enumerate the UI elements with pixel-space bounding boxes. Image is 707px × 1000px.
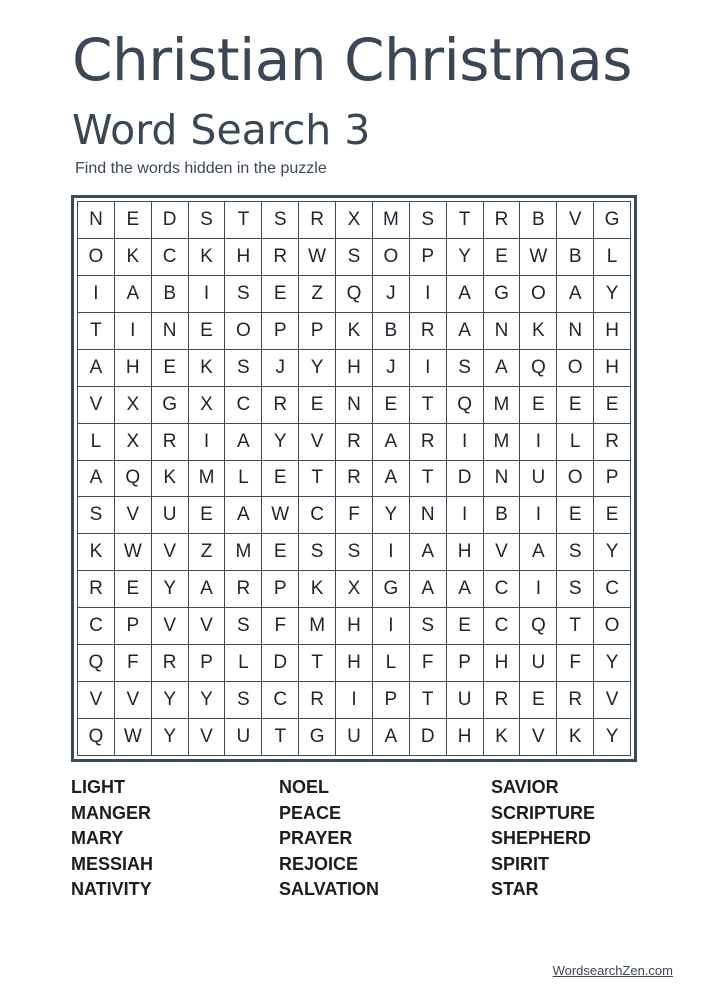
- grid-cell[interactable]: G: [594, 202, 631, 239]
- grid-cell[interactable]: M: [373, 202, 410, 239]
- grid-cell[interactable]: K: [189, 239, 226, 276]
- grid-cell[interactable]: M: [225, 534, 262, 571]
- grid-cell[interactable]: R: [152, 645, 189, 682]
- grid-cell[interactable]: V: [520, 719, 557, 756]
- grid-cell[interactable]: E: [115, 571, 152, 608]
- grid-cell[interactable]: O: [78, 239, 115, 276]
- grid-cell[interactable]: F: [115, 645, 152, 682]
- grid-cell[interactable]: Z: [189, 534, 226, 571]
- grid-cell[interactable]: H: [336, 608, 373, 645]
- grid-cell[interactable]: J: [373, 276, 410, 313]
- grid-cell[interactable]: O: [225, 313, 262, 350]
- grid-cell[interactable]: S: [225, 350, 262, 387]
- grid-cell[interactable]: Y: [594, 276, 631, 313]
- word-list-item: LIGHT: [71, 777, 125, 797]
- word-list-item: SAVIOR: [491, 777, 559, 797]
- grid-cell[interactable]: A: [557, 276, 594, 313]
- grid-cell[interactable]: R: [336, 424, 373, 461]
- grid-cell[interactable]: T: [410, 682, 447, 719]
- grid-cell[interactable]: D: [262, 645, 299, 682]
- grid-cell[interactable]: S: [78, 497, 115, 534]
- grid-cell[interactable]: U: [225, 719, 262, 756]
- grid-cell[interactable]: Y: [152, 571, 189, 608]
- grid-cell[interactable]: K: [115, 239, 152, 276]
- grid-cell[interactable]: U: [336, 719, 373, 756]
- grid-cell[interactable]: R: [410, 424, 447, 461]
- word-list-item: PRAYER: [279, 828, 353, 848]
- puzzle-title: Christian Christmas: [72, 26, 632, 94]
- word-search-grid-frame: [71, 195, 637, 762]
- grid-cell[interactable]: A: [410, 571, 447, 608]
- grid-cell[interactable]: S: [336, 534, 373, 571]
- grid-cell[interactable]: A: [78, 350, 115, 387]
- grid-cell[interactable]: T: [557, 608, 594, 645]
- grid-cell[interactable]: I: [336, 682, 373, 719]
- grid-cell[interactable]: A: [447, 313, 484, 350]
- grid-cell[interactable]: A: [373, 461, 410, 498]
- grid-cell[interactable]: A: [225, 497, 262, 534]
- word-search-grid: [77, 201, 631, 756]
- grid-cell[interactable]: E: [152, 350, 189, 387]
- grid-cell[interactable]: X: [336, 571, 373, 608]
- grid-cell[interactable]: P: [594, 461, 631, 498]
- grid-cell[interactable]: E: [520, 387, 557, 424]
- grid-cell[interactable]: R: [262, 239, 299, 276]
- grid-cell[interactable]: L: [594, 239, 631, 276]
- grid-cell[interactable]: E: [373, 387, 410, 424]
- grid-cell[interactable]: I: [447, 424, 484, 461]
- grid-cell[interactable]: Y: [152, 682, 189, 719]
- grid-cell[interactable]: Q: [78, 719, 115, 756]
- grid-cell[interactable]: H: [594, 350, 631, 387]
- grid-cell[interactable]: F: [336, 497, 373, 534]
- grid-cell[interactable]: O: [557, 461, 594, 498]
- grid-cell[interactable]: G: [152, 387, 189, 424]
- grid-cell[interactable]: E: [262, 534, 299, 571]
- grid-cell[interactable]: R: [484, 682, 521, 719]
- grid-cell[interactable]: T: [410, 461, 447, 498]
- grid-cell[interactable]: N: [152, 313, 189, 350]
- grid-cell[interactable]: I: [410, 276, 447, 313]
- word-list-item: NOEL: [279, 777, 330, 797]
- grid-cell[interactable]: K: [152, 461, 189, 498]
- grid-cell[interactable]: S: [189, 202, 226, 239]
- grid-cell[interactable]: I: [520, 497, 557, 534]
- grid-cell[interactable]: U: [520, 461, 557, 498]
- grid-cell[interactable]: U: [152, 497, 189, 534]
- grid-cell[interactable]: Q: [78, 645, 115, 682]
- word-list-item: REJOICE: [279, 853, 359, 874]
- grid-cell[interactable]: I: [520, 571, 557, 608]
- grid-cell[interactable]: Y: [152, 719, 189, 756]
- grid-cell[interactable]: M: [484, 424, 521, 461]
- grid-cell[interactable]: A: [189, 571, 226, 608]
- grid-cell[interactable]: H: [336, 645, 373, 682]
- grid-cell[interactable]: S: [225, 608, 262, 645]
- grid-cell[interactable]: K: [336, 313, 373, 350]
- grid-cell[interactable]: F: [410, 645, 447, 682]
- grid-cell[interactable]: V: [78, 682, 115, 719]
- word-list-column: [491, 775, 595, 903]
- word-list-item: MARY: [71, 828, 124, 848]
- grid-cell[interactable]: C: [152, 239, 189, 276]
- grid-cell[interactable]: N: [336, 387, 373, 424]
- grid-cell[interactable]: S: [410, 608, 447, 645]
- grid-cell[interactable]: V: [484, 534, 521, 571]
- grid-cell[interactable]: C: [484, 608, 521, 645]
- grid-cell[interactable]: V: [594, 682, 631, 719]
- grid-cell[interactable]: E: [520, 682, 557, 719]
- grid-cell[interactable]: K: [484, 719, 521, 756]
- grid-cell[interactable]: C: [299, 497, 336, 534]
- grid-cell[interactable]: J: [262, 350, 299, 387]
- grid-cell[interactable]: Q: [520, 608, 557, 645]
- grid-cell[interactable]: E: [557, 497, 594, 534]
- grid-cell[interactable]: Q: [447, 387, 484, 424]
- grid-cell[interactable]: F: [262, 608, 299, 645]
- grid-cell[interactable]: R: [78, 571, 115, 608]
- word-list-item: MANGER: [71, 802, 151, 823]
- grid-cell[interactable]: L: [557, 424, 594, 461]
- grid-cell[interactable]: M: [299, 608, 336, 645]
- grid-cell[interactable]: V: [115, 497, 152, 534]
- word-list-item: SCRIPTURE: [491, 802, 596, 823]
- grid-cell[interactable]: E: [189, 497, 226, 534]
- grid-cell[interactable]: X: [336, 202, 373, 239]
- grid-cell[interactable]: H: [447, 534, 484, 571]
- grid-cell[interactable]: V: [152, 534, 189, 571]
- grid-cell[interactable]: I: [447, 497, 484, 534]
- grid-cell[interactable]: B: [373, 313, 410, 350]
- grid-cell[interactable]: I: [78, 276, 115, 313]
- grid-cell[interactable]: L: [78, 424, 115, 461]
- grid-cell[interactable]: E: [189, 313, 226, 350]
- grid-cell[interactable]: R: [336, 461, 373, 498]
- word-list-column: [279, 775, 379, 903]
- grid-cell[interactable]: P: [262, 313, 299, 350]
- grid-cell[interactable]: G: [484, 276, 521, 313]
- word-list-item: SPIRIT: [491, 853, 550, 874]
- grid-cell[interactable]: G: [373, 571, 410, 608]
- grid-cell[interactable]: Y: [594, 534, 631, 571]
- grid-cell[interactable]: T: [299, 461, 336, 498]
- grid-cell[interactable]: E: [594, 497, 631, 534]
- grid-cell[interactable]: X: [115, 387, 152, 424]
- grid-cell[interactable]: N: [557, 313, 594, 350]
- grid-cell[interactable]: A: [447, 276, 484, 313]
- grid-cell[interactable]: Q: [336, 276, 373, 313]
- grid-cell[interactable]: I: [189, 424, 226, 461]
- word-list-item: SHEPHERD: [491, 828, 592, 848]
- grid-cell[interactable]: C: [484, 571, 521, 608]
- grid-cell[interactable]: S: [557, 571, 594, 608]
- grid-cell[interactable]: L: [373, 645, 410, 682]
- grid-cell[interactable]: E: [115, 202, 152, 239]
- grid-cell[interactable]: D: [447, 461, 484, 498]
- grid-cell[interactable]: S: [336, 239, 373, 276]
- grid-cell[interactable]: V: [152, 608, 189, 645]
- grid-cell[interactable]: R: [410, 313, 447, 350]
- grid-cell[interactable]: H: [115, 350, 152, 387]
- grid-cell[interactable]: B: [520, 202, 557, 239]
- grid-cell[interactable]: R: [225, 571, 262, 608]
- grid-cell[interactable]: N: [410, 497, 447, 534]
- grid-cell[interactable]: I: [520, 424, 557, 461]
- grid-cell[interactable]: A: [484, 350, 521, 387]
- grid-cell[interactable]: E: [484, 239, 521, 276]
- grid-cell[interactable]: N: [78, 202, 115, 239]
- grid-cell[interactable]: S: [299, 534, 336, 571]
- grid-cell[interactable]: J: [373, 350, 410, 387]
- grid-cell[interactable]: R: [594, 424, 631, 461]
- grid-cell[interactable]: R: [299, 202, 336, 239]
- grid-cell[interactable]: W: [299, 239, 336, 276]
- grid-cell[interactable]: Y: [373, 497, 410, 534]
- grid-cell[interactable]: E: [262, 276, 299, 313]
- grid-cell[interactable]: A: [410, 534, 447, 571]
- grid-cell[interactable]: W: [262, 497, 299, 534]
- grid-cell[interactable]: D: [152, 202, 189, 239]
- grid-cell[interactable]: H: [225, 239, 262, 276]
- grid-cell[interactable]: E: [262, 461, 299, 498]
- grid-cell[interactable]: K: [78, 534, 115, 571]
- grid-cell[interactable]: A: [520, 534, 557, 571]
- grid-cell[interactable]: M: [189, 461, 226, 498]
- grid-cell[interactable]: Y: [447, 239, 484, 276]
- grid-cell[interactable]: M: [484, 387, 521, 424]
- grid-cell[interactable]: E: [299, 387, 336, 424]
- grid-cell[interactable]: A: [447, 571, 484, 608]
- grid-cell[interactable]: V: [78, 387, 115, 424]
- grid-cell[interactable]: B: [557, 239, 594, 276]
- grid-cell[interactable]: H: [594, 313, 631, 350]
- grid-cell[interactable]: C: [262, 682, 299, 719]
- grid-cell[interactable]: L: [225, 645, 262, 682]
- grid-cell[interactable]: W: [115, 719, 152, 756]
- grid-cell[interactable]: Y: [189, 682, 226, 719]
- grid-cell[interactable]: T: [262, 719, 299, 756]
- grid-cell[interactable]: V: [189, 608, 226, 645]
- grid-cell[interactable]: P: [410, 239, 447, 276]
- grid-cell[interactable]: K: [189, 350, 226, 387]
- grid-cell[interactable]: C: [225, 387, 262, 424]
- grid-cell[interactable]: S: [225, 682, 262, 719]
- grid-cell[interactable]: I: [410, 350, 447, 387]
- word-list-item: PEACE: [279, 802, 342, 823]
- grid-cell[interactable]: X: [115, 424, 152, 461]
- grid-cell[interactable]: I: [373, 608, 410, 645]
- grid-cell[interactable]: R: [152, 424, 189, 461]
- grid-cell[interactable]: N: [484, 313, 521, 350]
- grid-cell[interactable]: R: [484, 202, 521, 239]
- grid-cell[interactable]: P: [373, 682, 410, 719]
- grid-cell[interactable]: T: [410, 387, 447, 424]
- grid-cell[interactable]: R: [262, 387, 299, 424]
- grid-cell[interactable]: H: [484, 645, 521, 682]
- grid-cell[interactable]: I: [373, 534, 410, 571]
- grid-cell[interactable]: P: [189, 645, 226, 682]
- grid-cell[interactable]: H: [447, 719, 484, 756]
- grid-cell[interactable]: A: [115, 276, 152, 313]
- grid-cell[interactable]: E: [557, 387, 594, 424]
- grid-cell[interactable]: O: [594, 608, 631, 645]
- word-list-item: SALVATION: [279, 879, 379, 899]
- grid-cell[interactable]: B: [484, 497, 521, 534]
- grid-cell[interactable]: Y: [262, 424, 299, 461]
- grid-cell[interactable]: G: [299, 719, 336, 756]
- grid-cell[interactable]: V: [299, 424, 336, 461]
- grid-cell[interactable]: Q: [115, 461, 152, 498]
- grid-cell[interactable]: I: [115, 313, 152, 350]
- grid-cell[interactable]: Q: [520, 350, 557, 387]
- grid-cell[interactable]: D: [410, 719, 447, 756]
- grid-cell[interactable]: W: [115, 534, 152, 571]
- grid-cell[interactable]: I: [189, 276, 226, 313]
- word-list-item: STAR: [491, 879, 539, 899]
- grid-cell[interactable]: R: [299, 682, 336, 719]
- grid-cell[interactable]: S: [557, 534, 594, 571]
- grid-cell[interactable]: C: [78, 608, 115, 645]
- grid-cell[interactable]: R: [557, 682, 594, 719]
- grid-cell[interactable]: V: [115, 682, 152, 719]
- grid-cell[interactable]: T: [78, 313, 115, 350]
- grid-cell[interactable]: T: [225, 202, 262, 239]
- grid-cell[interactable]: T: [299, 645, 336, 682]
- instructions-text: Find the words hidden in the puzzle: [75, 160, 327, 177]
- grid-cell[interactable]: P: [447, 645, 484, 682]
- grid-cell[interactable]: O: [520, 276, 557, 313]
- grid-cell[interactable]: V: [189, 719, 226, 756]
- grid-cell[interactable]: E: [447, 608, 484, 645]
- grid-cell[interactable]: K: [557, 719, 594, 756]
- grid-cell[interactable]: W: [520, 239, 557, 276]
- grid-cell[interactable]: O: [557, 350, 594, 387]
- grid-cell[interactable]: S: [447, 350, 484, 387]
- grid-cell[interactable]: Y: [299, 350, 336, 387]
- grid-cell[interactable]: A: [78, 461, 115, 498]
- grid-cell[interactable]: N: [484, 461, 521, 498]
- grid-cell[interactable]: S: [410, 202, 447, 239]
- grid-cell[interactable]: C: [594, 571, 631, 608]
- grid-cell[interactable]: L: [225, 461, 262, 498]
- grid-cell[interactable]: U: [447, 682, 484, 719]
- grid-cell[interactable]: E: [594, 387, 631, 424]
- grid-cell[interactable]: X: [189, 387, 226, 424]
- grid-cell[interactable]: K: [520, 313, 557, 350]
- grid-cell[interactable]: A: [373, 719, 410, 756]
- grid-cell[interactable]: S: [262, 202, 299, 239]
- grid-cell[interactable]: V: [557, 202, 594, 239]
- puzzle-subtitle: Word Search 3: [72, 106, 371, 154]
- grid-cell[interactable]: P: [299, 313, 336, 350]
- word-list-item: NATIVITY: [71, 879, 152, 899]
- grid-cell[interactable]: U: [520, 645, 557, 682]
- grid-cell[interactable]: Y: [594, 719, 631, 756]
- word-list-item: MESSIAH: [71, 853, 154, 874]
- grid-cell[interactable]: P: [115, 608, 152, 645]
- grid-cell[interactable]: A: [373, 424, 410, 461]
- grid-cell[interactable]: S: [225, 276, 262, 313]
- footer-link[interactable]: WordsearchZen.com: [552, 963, 673, 978]
- grid-cell[interactable]: Z: [299, 276, 336, 313]
- word-list-column: [71, 775, 153, 903]
- grid-cell[interactable]: O: [373, 239, 410, 276]
- grid-cell[interactable]: K: [299, 571, 336, 608]
- grid-cell[interactable]: F: [557, 645, 594, 682]
- grid-cell[interactable]: Y: [594, 645, 631, 682]
- grid-cell[interactable]: H: [336, 350, 373, 387]
- grid-cell[interactable]: T: [447, 202, 484, 239]
- word-list: [71, 775, 631, 905]
- grid-cell[interactable]: A: [225, 424, 262, 461]
- grid-cell[interactable]: B: [152, 276, 189, 313]
- grid-cell[interactable]: P: [262, 571, 299, 608]
